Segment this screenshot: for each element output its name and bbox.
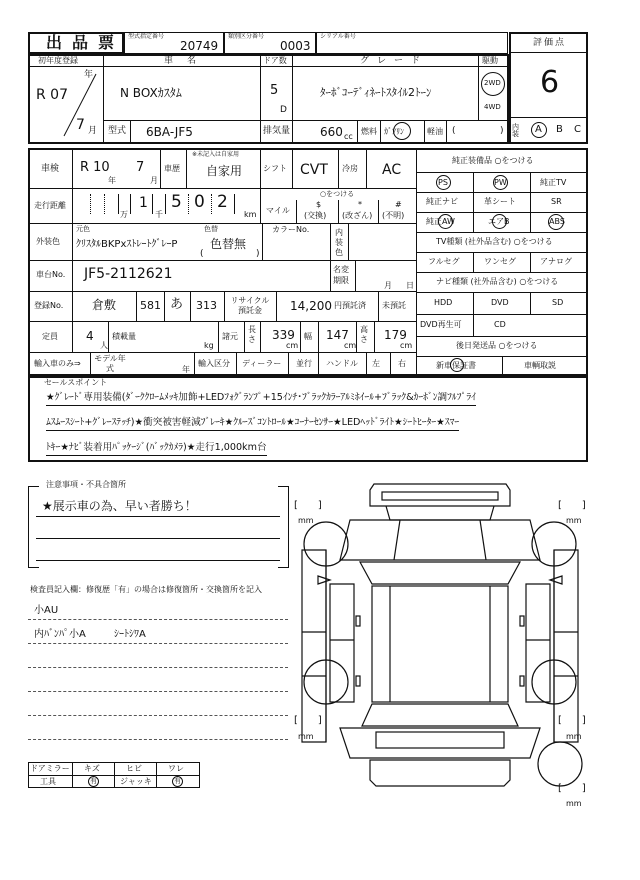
shodo-nen: 年 bbox=[84, 70, 94, 80]
hyoka-label: 評価点 bbox=[533, 38, 567, 48]
odo-kaizan: (改ざん) bbox=[342, 211, 373, 220]
sales-label: セールスポイント bbox=[44, 378, 108, 387]
notes-line-1: ★展示車の為、早い者勝ち！ bbox=[42, 499, 197, 513]
color-value: ｸﾘｽﾀﾙBKPxｽﾄﾚｰﾄｸﾞﾚｰP bbox=[76, 239, 178, 250]
drive-2wd: 2WD bbox=[484, 79, 501, 87]
drive-4wd: 4WD bbox=[484, 103, 501, 111]
car-damage-diagram bbox=[290, 480, 590, 810]
tire-bracket-rr: [ ] bbox=[558, 715, 586, 726]
shareki-note: ※未記入は自家用 bbox=[192, 151, 240, 158]
inspection-line-2b: ｼｰﾄｼﾜA bbox=[114, 629, 146, 640]
meihen-nichi: 日 bbox=[406, 281, 414, 290]
haiki-value: 660 bbox=[320, 125, 343, 139]
shokugae-value: 色替無 bbox=[210, 237, 247, 251]
acc-kogu: 工具 bbox=[40, 777, 56, 786]
shaname-label: 車名 bbox=[164, 56, 211, 66]
sales-line-3: ﾄｷｰ★ﾅﾋﾞ装着用ﾊﾟｯｹｰｼﾞ(ﾊﾞｯｸｶﾒﾗ)★走行1,000km台 bbox=[46, 443, 267, 456]
equip-hoshosho: 新車保証書 bbox=[436, 361, 476, 370]
tire-mm-rr: mm bbox=[566, 732, 582, 741]
tire-bracket-fr: [ ] bbox=[558, 500, 586, 511]
yunyu-kubun: 輸入区分 bbox=[198, 359, 230, 368]
sales-line-2: ﾑｽﾑｰｽｼｰﾄ+ｸﾞﾚｰｽﾃｯﾁ)★衝突被害軽減ﾌﾞﾚｰｷ★ｸﾙｰｽﾞｺﾝﾄﾛｰﾙ★ｺｰﾅｰｾﾝｻｰ★LEDﾍｯﾄﾞﾗｲﾄ★ｼｰﾄﾋｰﾀｰ★ｽﾏｰ bbox=[46, 418, 459, 431]
naiso-a: A bbox=[535, 124, 542, 135]
haba-cm: cm bbox=[344, 341, 357, 350]
motoiro-label: 元色 bbox=[76, 225, 90, 233]
nav-type-title: ナビ種類 (社外品含む) ○をつける bbox=[436, 277, 559, 286]
equip-leather: 革シート bbox=[484, 197, 516, 206]
odo-digit-2: 5 bbox=[171, 192, 182, 212]
equip-ps: PS bbox=[438, 178, 448, 187]
nav-dvd: DVD bbox=[491, 298, 509, 307]
toroku-num: 313 bbox=[196, 299, 217, 312]
katashiki-label: 型式 bbox=[108, 126, 127, 136]
shokugae-paren-open: ( bbox=[200, 249, 204, 259]
equip-sr: SR bbox=[551, 197, 562, 206]
tv-oneseg: ワンセグ bbox=[484, 257, 516, 266]
odo-koukan: (交換) bbox=[304, 211, 327, 220]
acc-yes1: 有 bbox=[90, 777, 97, 785]
tv-fullseg: フルセグ bbox=[428, 257, 460, 266]
model-label: モデル年式 bbox=[94, 354, 126, 373]
equip-nav: 純正ナビ bbox=[426, 197, 458, 206]
hyoka-value: 6 bbox=[540, 65, 560, 100]
odo-digit-3: 0 bbox=[194, 192, 205, 212]
ruibetsu-value: 0003 bbox=[280, 39, 311, 53]
odo-digit-4: 2 bbox=[217, 192, 228, 212]
fuel-paren-open: ( bbox=[452, 126, 456, 136]
meihen-label: 名変期限 bbox=[333, 265, 349, 285]
toroku-kana: あ bbox=[170, 297, 184, 312]
doors: 5 bbox=[270, 83, 279, 98]
fuel-label: 燃料 bbox=[361, 127, 377, 136]
acc-jack: ジャッキ bbox=[120, 777, 152, 786]
serial-label: シリアル番号 bbox=[320, 33, 356, 40]
odo-digit-1: 1 bbox=[139, 195, 148, 211]
fuel-paren-close: ) bbox=[500, 126, 504, 136]
shareki-value: 自家用 bbox=[206, 164, 243, 178]
odo-sharp: # bbox=[395, 200, 402, 209]
recycle-unpaid: 未預託 bbox=[382, 301, 406, 310]
odo-wo-tsukeru: ○をつける bbox=[320, 190, 355, 198]
acc-hibi: ヒビ bbox=[126, 764, 142, 773]
gasoline: ｶﾞｿﾘﾝ bbox=[384, 127, 404, 136]
odo-sen: 千 bbox=[155, 210, 163, 219]
yunyu-label: 輸入車のみ⇒ bbox=[34, 359, 81, 368]
shift-label: シフト bbox=[263, 164, 287, 173]
soko-label: 走行距離 bbox=[34, 201, 66, 210]
toroku-class: 581 bbox=[140, 299, 161, 312]
toroku-label: 登録No. bbox=[34, 301, 64, 310]
kata-label: 型式指定番号 bbox=[128, 33, 165, 40]
recycle-value: 14,200 bbox=[290, 299, 332, 313]
shaken-tsuki: 月 bbox=[150, 176, 158, 185]
nav-cd: CD bbox=[494, 320, 506, 329]
katashiki-value: 6BA-JF5 bbox=[146, 125, 193, 139]
taka-value: 179 bbox=[384, 328, 407, 342]
tire-bracket-fl: [ ] bbox=[294, 500, 322, 511]
tv-analog: アナログ bbox=[540, 257, 572, 266]
recycle-paid: 円預託済 bbox=[334, 301, 366, 310]
kojitsu-title: 後日発送品 ○をつける bbox=[456, 341, 538, 350]
shift-value: CVT bbox=[300, 162, 328, 178]
recycle-label: リサイクル預託金 bbox=[230, 296, 270, 315]
odo-mile: マイル bbox=[266, 206, 290, 215]
teiin-value: 4 bbox=[86, 329, 94, 343]
naga-cm: cm bbox=[286, 341, 299, 350]
dealer: ディーラー bbox=[242, 359, 282, 368]
acc-kizu: キズ bbox=[84, 764, 100, 773]
sales-line-1: ★ｸﾞﾚｰﾄﾞ専用装備(ﾀﾞｰｸｸﾛｰﾑﾒｯｷ加飾+LEDﾌｫｸﾞﾗﾝﾌﾟ+15ｲﾝﾁ･ﾌﾞﾗｯｸｶﾗｰｱﾙﾐﾎｲｰﾙ+ﾌﾞﾗｯｸ&ｶｰﾎﾞﾝ調ﾌﾙﾌﾟﾗｲ bbox=[46, 393, 476, 406]
chadai-value: JF5-2112621 bbox=[84, 266, 173, 282]
shodo-era: R 07 bbox=[36, 87, 68, 103]
acc-yes2: 有 bbox=[174, 777, 181, 785]
haiki-label: 排気量 bbox=[263, 126, 291, 136]
meihen-gatsu: 月 bbox=[384, 281, 392, 290]
nav-dvd-play: DVD再生可 bbox=[420, 320, 462, 329]
door-type: D bbox=[280, 105, 287, 115]
gaiso-label: 外装色 bbox=[36, 237, 60, 246]
shokugae-paren-close: ) bbox=[256, 249, 260, 259]
odo-km: km bbox=[244, 210, 257, 219]
car-name: N BOXｶｽﾀﾑ bbox=[120, 86, 182, 100]
shodo-month: 7 bbox=[76, 117, 85, 133]
naisoshoku-label: 内装色 bbox=[335, 228, 343, 257]
acc-ware: ワレ bbox=[168, 764, 184, 773]
shodo-label: 初年度登録 bbox=[38, 56, 78, 65]
colorno-label: カラーNo. bbox=[272, 225, 310, 234]
model-nen: 年 bbox=[182, 365, 190, 374]
tire-mm-fr: mm bbox=[566, 516, 582, 525]
nav-hdd: HDD bbox=[434, 298, 453, 307]
sekisai-kg: kg bbox=[204, 341, 214, 350]
taka-cm: cm bbox=[400, 341, 413, 350]
naiso-b: B bbox=[556, 124, 563, 135]
shaken-month: 7 bbox=[136, 160, 145, 175]
nav-sd: SD bbox=[552, 298, 564, 307]
haba-label: 幅 bbox=[304, 332, 312, 341]
tire-mm-spare: mm bbox=[566, 799, 582, 808]
naga-label: 長さ bbox=[248, 325, 256, 344]
grade-label: グレード bbox=[360, 56, 429, 66]
equip-tv: 純正TV bbox=[540, 178, 567, 187]
kudo-label: 駆動 bbox=[482, 56, 498, 65]
shaken-era: R 10 bbox=[80, 160, 110, 175]
grade-value: ﾀｰﾎﾞｺｰﾃﾞｨﾈｰﾄｽﾀｲﾙ2ﾄｰﾝ bbox=[320, 86, 432, 99]
shaken-label: 車検 bbox=[41, 164, 60, 174]
odo-star: * bbox=[358, 200, 362, 209]
odo-dollar: $ bbox=[316, 200, 322, 209]
tv-type-title: TV種類 (社外品含む) ○をつける bbox=[436, 237, 553, 246]
kata-value: 20749 bbox=[180, 39, 219, 53]
tire-bracket-spare: [ ] bbox=[558, 783, 586, 794]
equip-abs: ABS bbox=[549, 217, 565, 226]
page-title: 出品票 bbox=[46, 33, 125, 52]
reibo-label: 冷房 bbox=[342, 164, 358, 173]
shareki-label: 車歴 bbox=[164, 164, 180, 173]
reibo-value: AC bbox=[382, 162, 402, 178]
toroku-area: 倉敷 bbox=[92, 298, 117, 312]
haiki-cc: cc bbox=[344, 132, 353, 141]
odo-fumei: (不明) bbox=[382, 211, 405, 220]
tire-mm-fl: mm bbox=[298, 516, 314, 525]
keiyu: 軽油 bbox=[427, 127, 443, 136]
naiso-label: 内装 bbox=[512, 123, 519, 138]
naiso-c: C bbox=[574, 124, 581, 135]
shodo-tsuki: 月 bbox=[88, 126, 98, 136]
teiin-nin: 人 bbox=[100, 341, 108, 350]
chadai-label: 車台No. bbox=[36, 270, 66, 279]
equip-pw: PW bbox=[494, 178, 507, 187]
teiin-label: 定員 bbox=[42, 332, 58, 341]
equip-eyeb: エアB bbox=[488, 217, 510, 226]
sekisai-label: 積載量 bbox=[112, 332, 136, 341]
equip-aw: 純正AW bbox=[426, 217, 455, 226]
handle-label: ハンドル bbox=[326, 359, 358, 368]
haba-value: 147 bbox=[326, 328, 349, 342]
ruibetsu-label: 類別区分番号 bbox=[228, 33, 265, 40]
tire-mm-rl: mm bbox=[298, 732, 314, 741]
naga-value: 339 bbox=[272, 328, 295, 342]
equipment-title: 純正装備品 ○をつける bbox=[452, 156, 534, 165]
inspection-line-1: 小AU bbox=[34, 605, 59, 616]
tire-bracket-rl: [ ] bbox=[294, 715, 322, 726]
inspection-label: 検査員記入欄：修復歴「有」の場合は修復箇所・交換箇所を記入 bbox=[30, 585, 262, 594]
shosu-label: 諸元 bbox=[222, 332, 238, 341]
shaken-nen: 年 bbox=[108, 176, 116, 185]
handle-left: 左 bbox=[372, 359, 380, 368]
handle-right: 右 bbox=[398, 359, 406, 368]
equip-torisetsu: 車輌取説 bbox=[524, 361, 556, 370]
notes-bracket bbox=[28, 486, 39, 568]
acc-door-mirror: ドアミラー bbox=[30, 764, 70, 773]
door-label: ドア数 bbox=[263, 56, 287, 65]
taka-label: 高さ bbox=[360, 325, 368, 344]
shokuban-label: 色替 bbox=[204, 225, 218, 233]
odo-man: 万 bbox=[120, 210, 128, 219]
heiko: 並行 bbox=[296, 359, 312, 368]
inspection-line-2: 内ﾊﾞﾝﾊﾟ小A bbox=[34, 629, 86, 640]
notes-label: 注意事項・不具合箇所 bbox=[46, 480, 126, 489]
